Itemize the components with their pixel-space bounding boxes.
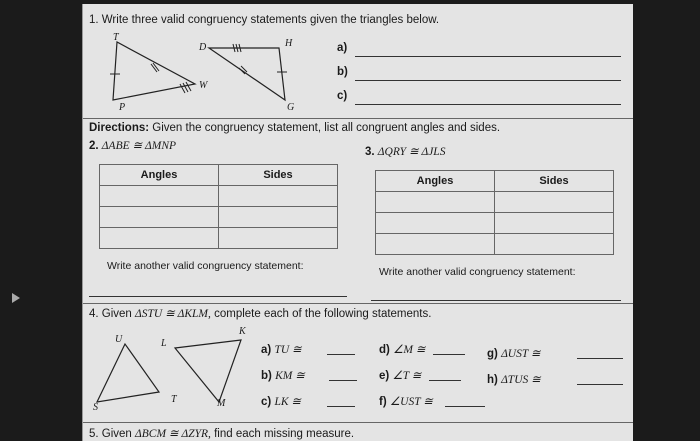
q4-item-letter: c) xyxy=(261,396,272,408)
q4-item-a xyxy=(261,342,302,356)
q4-item-letter: h) xyxy=(487,374,498,386)
vertex-G: G xyxy=(287,102,295,113)
q4-answer-line[interactable] xyxy=(433,354,465,355)
q2-number: 2. xyxy=(89,140,99,152)
q4-answer-line[interactable] xyxy=(329,380,357,381)
q4-item-f xyxy=(379,394,433,408)
q2-statement: ΔABE ≅ ΔMNP xyxy=(101,140,177,152)
q4-item-e xyxy=(379,368,421,382)
q2-table xyxy=(99,164,338,249)
q1-answer-b-line[interactable] xyxy=(355,80,621,81)
q4-item-g xyxy=(487,346,541,360)
q2-cell[interactable] xyxy=(219,228,338,249)
directions xyxy=(89,122,500,134)
q3-cell[interactable] xyxy=(376,234,495,255)
q1-answer-c-line[interactable] xyxy=(355,104,621,105)
worksheet-page xyxy=(82,4,633,441)
q1-answer-a-line[interactable] xyxy=(355,56,621,57)
q4-item-expr: TU ≅ xyxy=(274,344,302,356)
vertex-U: U xyxy=(115,334,123,345)
vertex-P: P xyxy=(119,102,126,113)
q2-cell[interactable] xyxy=(219,186,338,207)
q3-answer-line[interactable] xyxy=(371,300,621,301)
q3-cell[interactable] xyxy=(495,192,614,213)
q4-item-expr: ΔUST ≅ xyxy=(501,348,541,360)
q4-item-h xyxy=(487,372,541,386)
q4-answer-line[interactable] xyxy=(577,358,623,359)
q1-answer-a-label: a) xyxy=(337,42,348,54)
q3-table xyxy=(375,170,614,255)
vertex-K: K xyxy=(239,326,246,337)
q3-header-angles: Angles xyxy=(376,171,495,192)
q4-item-expr: ∠UST ≅ xyxy=(389,396,433,408)
q2-prompt xyxy=(89,138,176,152)
vertex-L: L xyxy=(161,338,167,349)
q2-cell[interactable] xyxy=(219,207,338,228)
vertex-T: T xyxy=(113,32,119,43)
divider xyxy=(83,118,633,119)
q2-answer-line[interactable] xyxy=(89,296,347,297)
q3-header-sides: Sides xyxy=(495,171,614,192)
q4-answer-line[interactable] xyxy=(445,406,485,407)
directions-text: Given the congruency statement, list all congruent angles and sides. xyxy=(152,122,501,134)
q3-write-another: Write another valid congruency statement: xyxy=(379,266,576,278)
q2-cell[interactable] xyxy=(100,207,219,228)
q4-item-expr: ΔTUS ≅ xyxy=(501,374,541,386)
q3-cell[interactable] xyxy=(376,192,495,213)
q5-prefix: 5. Given xyxy=(89,428,132,440)
divider xyxy=(83,422,633,423)
q4-statement: ΔSTU ≅ ΔKLM, xyxy=(135,308,211,320)
q3-prompt xyxy=(365,144,445,158)
q4-item-letter: d) xyxy=(379,344,390,356)
q2-write-another: Write another valid congruency statement: xyxy=(107,260,304,272)
q4-answer-line[interactable] xyxy=(577,384,623,385)
q2-header-sides: Sides xyxy=(219,165,338,186)
q4-answer-line[interactable] xyxy=(327,354,355,355)
q4-answer-line[interactable] xyxy=(429,380,461,381)
vertex-S: S xyxy=(93,402,98,413)
q4-answer-line[interactable] xyxy=(327,406,355,407)
q4-item-expr: KM ≅ xyxy=(275,370,305,382)
q5-rest: find each missing measure. xyxy=(214,428,355,440)
q3-number: 3. xyxy=(365,146,375,158)
q4-prefix: 4. Given xyxy=(89,308,132,320)
divider xyxy=(83,303,633,304)
q4-item-letter: f) xyxy=(379,396,387,408)
q4-item-expr: LK ≅ xyxy=(274,396,302,408)
q4-prompt xyxy=(89,306,431,320)
q4-item-b xyxy=(261,368,305,382)
q1-prompt: 1. Write three valid congruency statements given the triangles below. xyxy=(89,14,440,26)
vertex-T: T xyxy=(171,394,177,405)
q2-cell[interactable] xyxy=(100,186,219,207)
q3-cell[interactable] xyxy=(495,213,614,234)
q1-answer-c-label: c) xyxy=(337,90,348,102)
q4-item-d xyxy=(379,342,425,356)
q4-item-expr: ∠M ≅ xyxy=(393,344,426,356)
q4-item-c xyxy=(261,394,301,408)
q4-item-letter: b) xyxy=(261,370,272,382)
vertex-W: W xyxy=(199,80,208,91)
q3-cell[interactable] xyxy=(376,213,495,234)
q3-cell[interactable] xyxy=(495,234,614,255)
q4-item-expr: ∠T ≅ xyxy=(392,370,422,382)
vertex-M: M xyxy=(217,398,226,409)
q1-answer-b-label: b) xyxy=(337,66,348,78)
q5-prompt xyxy=(89,426,354,440)
directions-label: Directions: xyxy=(89,122,150,134)
play-icon xyxy=(12,293,20,303)
q5-statement: ΔBCM ≅ ΔZYR, xyxy=(135,428,211,440)
q4-item-letter: g) xyxy=(487,348,498,360)
q2-header-angles: Angles xyxy=(100,165,219,186)
q3-statement: ΔQRY ≅ ΔJLS xyxy=(377,146,446,158)
vertex-H: H xyxy=(285,38,293,49)
q4-item-letter: e) xyxy=(379,370,390,382)
q2-cell[interactable] xyxy=(100,228,219,249)
q4-rest: complete each of the following statements. xyxy=(214,308,432,320)
vertex-D: D xyxy=(199,42,207,53)
q4-item-letter: a) xyxy=(261,344,272,356)
